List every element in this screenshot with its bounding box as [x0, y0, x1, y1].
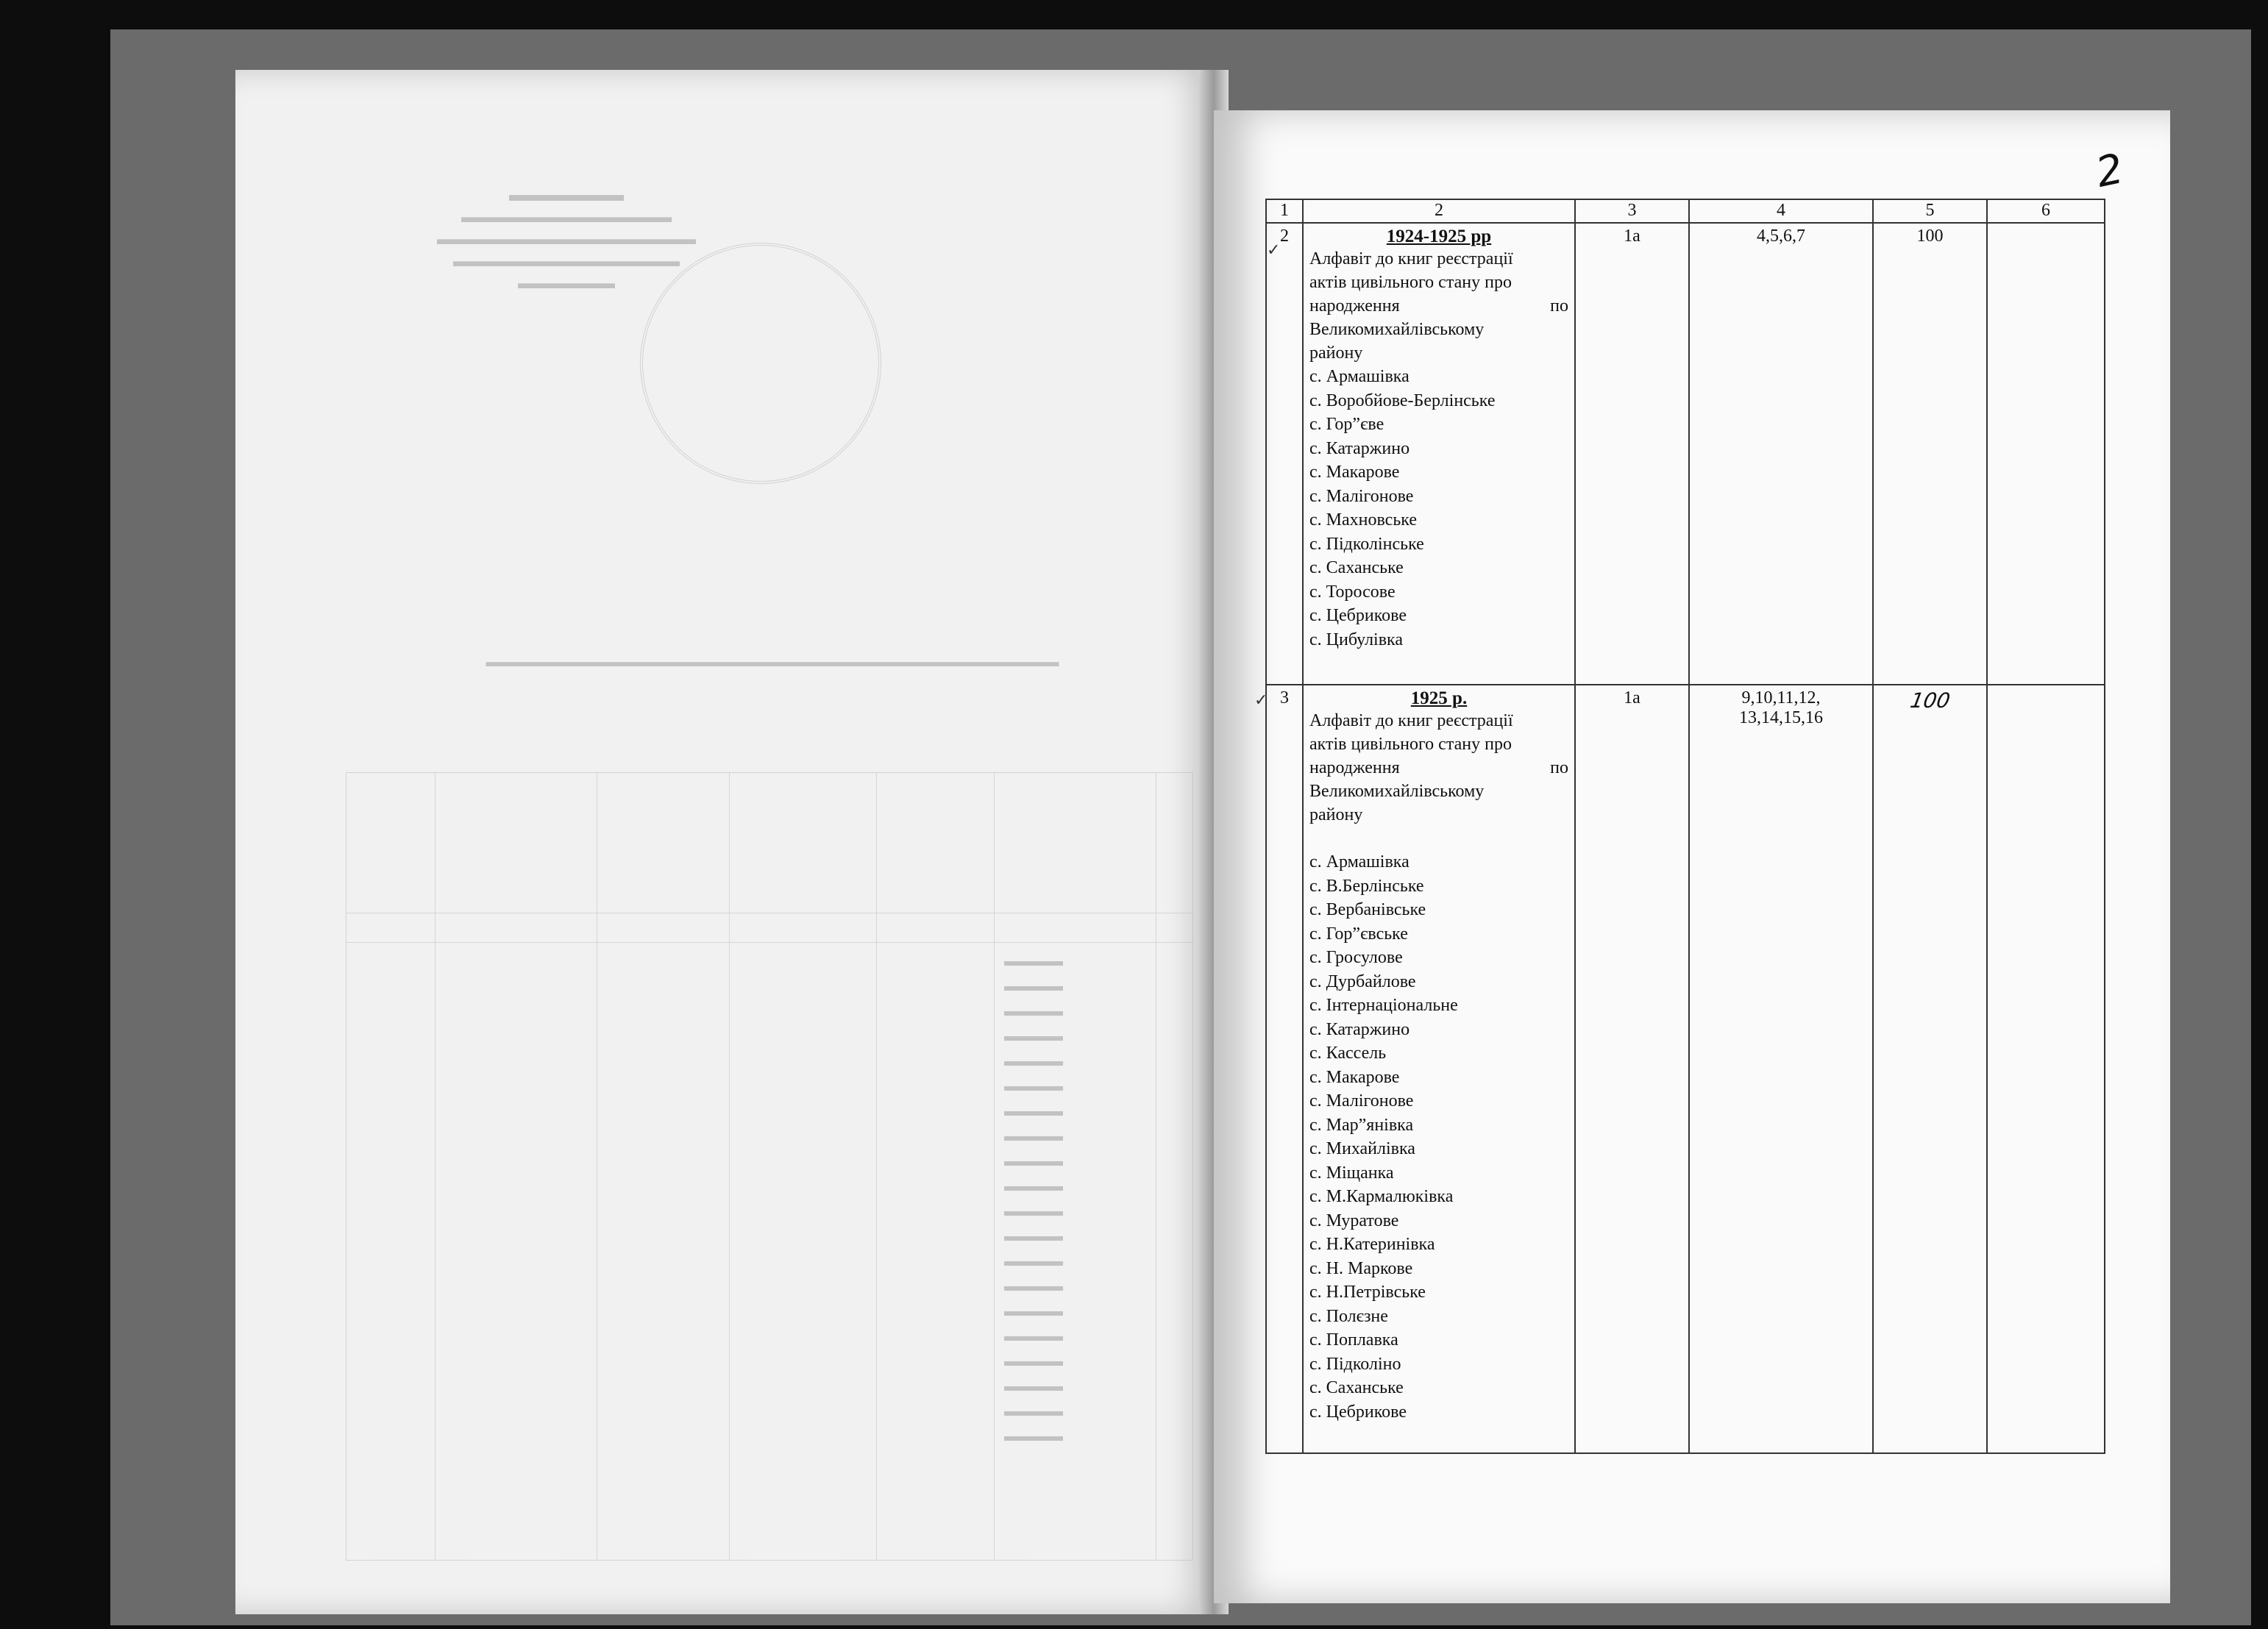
- cell-col5: 100: [1873, 223, 1987, 685]
- register-table: [1265, 199, 2105, 1454]
- village-item: с. Саханське: [1309, 1378, 1404, 1397]
- record-description: [1303, 685, 1575, 1453]
- page-range-line: 13,14,15,16: [1739, 708, 1823, 727]
- village-item: с. Н.Катеринівка: [1309, 1235, 1435, 1254]
- cell-col6: [1987, 685, 2105, 1453]
- village-item: с. Воробйове-Берлінське: [1309, 391, 1496, 410]
- table-row: [1266, 685, 2105, 1453]
- bleed-through-table: [346, 772, 1193, 1561]
- header-cell: 2: [1303, 199, 1575, 223]
- record-title: 1924-1925 рр: [1386, 227, 1492, 246]
- village-item: с. Гор”єве: [1309, 415, 1384, 434]
- village-item: с. Михайлівка: [1309, 1139, 1415, 1158]
- header-cell: 6: [1987, 199, 2105, 223]
- village-item: с. Вербанівське: [1309, 900, 1426, 919]
- desc-word: народження: [1309, 758, 1400, 777]
- row-number: 2: [1266, 223, 1303, 685]
- desc-line: району: [1309, 805, 1363, 824]
- desc-word: по: [1550, 296, 1568, 316]
- cell-col3: 1а: [1575, 685, 1689, 1453]
- desc-line: Алфавіт до книг реєстрації: [1309, 249, 1513, 268]
- desc-word: народження: [1309, 296, 1400, 316]
- record-desc: [1309, 709, 1568, 827]
- desc-line: Великомихайлівському: [1309, 320, 1485, 339]
- header-cell: 1: [1266, 199, 1303, 223]
- row-number: 3: [1266, 685, 1303, 1453]
- village-item: с. Мар”янівка: [1309, 1115, 1414, 1135]
- village-item: с. Катаржино: [1309, 1019, 1410, 1039]
- check-mark: ✓: [1267, 241, 1281, 260]
- village-item: с. Торосове: [1309, 582, 1396, 602]
- table-header-row: [1266, 199, 2105, 223]
- desc-line: [1309, 294, 1568, 318]
- record-description: [1303, 223, 1575, 685]
- village-item: с. Саханське: [1309, 558, 1404, 577]
- table-row: [1266, 223, 2105, 685]
- handwritten-page-number: 2: [2091, 145, 2128, 197]
- village-item: с. Підколіно: [1309, 1354, 1401, 1374]
- village-item: с. Цебрикове: [1309, 606, 1407, 625]
- village-item: с. Гросулове: [1309, 948, 1403, 967]
- village-item: с. Армашівка: [1309, 852, 1409, 871]
- village-item: с. Малігонове: [1309, 1091, 1414, 1111]
- cell-col4: [1689, 685, 1873, 1453]
- desc-line: актів цивільного стану про: [1309, 273, 1512, 292]
- desc-line: [1309, 756, 1568, 780]
- desc-line: актів цивільного стану про: [1309, 735, 1512, 754]
- bleed-through-approval-block: ▬▬▬▬▬▬ ▬▬▬▬▬▬▬▬▬▬▬▬▬ ▬▬▬▬▬▬▬▬▬▬▬▬▬▬▬▬ ▬▬▬▬▬▬▬▬▬▬▬▬▬▬ ▬▬▬▬▬▬: [437, 184, 696, 292]
- desc-word: по: [1550, 758, 1568, 777]
- handwritten-count: 100: [1908, 688, 1952, 713]
- village-item: с. Міщанка: [1309, 1163, 1394, 1183]
- village-item: с. Полєзне: [1309, 1306, 1388, 1326]
- village-item: с. Н.Петрівське: [1309, 1283, 1426, 1302]
- village-list: [1309, 850, 1568, 1424]
- village-item: с. Малігонове: [1309, 486, 1414, 506]
- header-cell: 3: [1575, 199, 1689, 223]
- header-cell: 5: [1873, 199, 1987, 223]
- cell-col5: [1873, 685, 1987, 1453]
- village-item: с. Н. Маркове: [1309, 1258, 1413, 1278]
- desc-line: Великомихайлівському: [1309, 782, 1485, 801]
- bleed-through-seal: [640, 243, 881, 484]
- village-item: с. Махновське: [1309, 510, 1417, 530]
- village-item: с. Гор”євське: [1309, 924, 1408, 944]
- village-item: с. Поплавка: [1309, 1330, 1398, 1350]
- bleed-through-list: ▬▬▬▬ ▬▬▬▬ ▬▬▬▬ ▬▬▬▬ ▬▬▬▬ ▬▬▬▬ ▬▬▬▬ ▬▬▬▬ ▬▬▬▬ ▬▬▬▬ ▬▬▬▬ ▬▬▬▬ ▬▬▬▬ ▬▬▬▬ ▬▬▬▬ ▬▬▬▬ ▬▬▬▬ ▬▬▬▬ ▬▬▬▬ ▬▬▬▬: [1004, 953, 1063, 1444]
- desc-line: району: [1309, 343, 1363, 363]
- village-list: [1309, 365, 1568, 652]
- village-item: с. Кассель: [1309, 1044, 1387, 1063]
- desc-line: Алфавіт до книг реєстрації: [1309, 711, 1513, 730]
- village-item: с. Макарове: [1309, 1067, 1400, 1087]
- village-item: с. Цибулівка: [1309, 630, 1403, 649]
- village-item: с. Інтернаціональне: [1309, 996, 1458, 1015]
- village-item: с. Макарове: [1309, 463, 1400, 482]
- cell-col6: [1987, 223, 2105, 685]
- page-range-line: 9,10,11,12,: [1741, 688, 1821, 707]
- record-desc: [1309, 247, 1568, 365]
- village-item: с. Муратове: [1309, 1211, 1399, 1230]
- bleed-through-caption: ▬▬▬▬▬▬▬▬▬▬▬▬▬▬▬▬▬▬▬▬▬▬▬▬▬▬▬▬▬▬▬▬▬▬▬▬▬▬▬▬▬: [486, 655, 1059, 670]
- village-item: с. Армашівка: [1309, 367, 1409, 386]
- check-mark: ✓: [1254, 691, 1268, 710]
- record-title: 1925 р.: [1410, 688, 1468, 708]
- village-item: с. М.Кармалюківка: [1309, 1187, 1454, 1206]
- village-item: с. Підколінське: [1309, 534, 1424, 554]
- village-item: с. Дурбайлове: [1309, 972, 1416, 991]
- cell-col4: 4,5,6,7: [1689, 223, 1873, 685]
- village-item: с. В.Берлінське: [1309, 876, 1424, 896]
- village-item: с. Катаржино: [1309, 438, 1410, 458]
- village-item: с. Цебрикове: [1309, 1402, 1407, 1422]
- header-cell: 4: [1689, 199, 1873, 223]
- cell-col3: 1а: [1575, 223, 1689, 685]
